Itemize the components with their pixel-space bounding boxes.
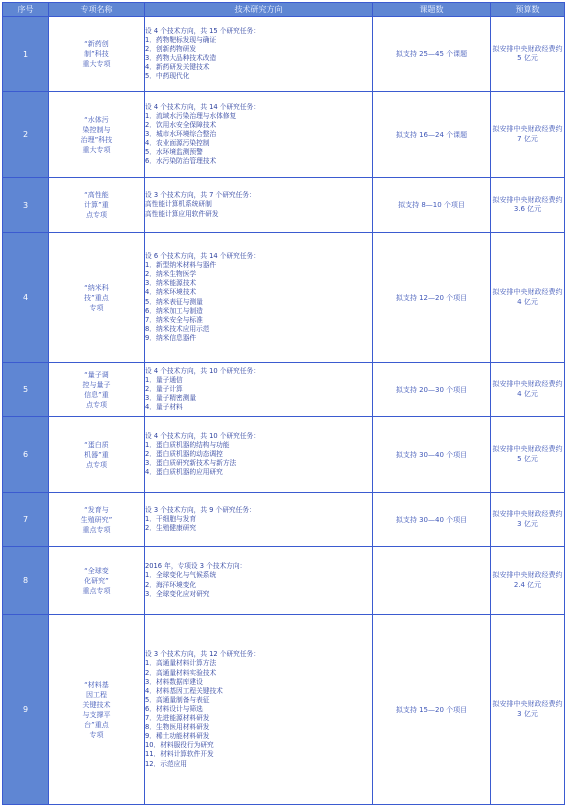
research-direction <box>145 547 373 615</box>
direction-line: 7．先进能源材料研发 <box>145 714 210 723</box>
direction-line: 设 4 个技术方向，共 10 个研究任务： <box>145 431 260 440</box>
research-direction <box>145 417 373 493</box>
table-row <box>3 615 565 805</box>
direction-line: 1．高通量材料计算方法 <box>145 659 217 668</box>
budget-amount: 拟安排中央财政经费约 3.6 亿元 <box>491 178 565 233</box>
direction-line: 3．纳米能源技术 <box>145 279 197 288</box>
direction-line: 2016 年，专项设 3 个技术方向： <box>145 562 247 571</box>
direction-line: 10．材料服役行为研究 <box>145 741 214 750</box>
direction-line: 6．纳米加工与制造 <box>145 306 203 315</box>
direction-line: 4．蛋白质机器的应用研究 <box>145 468 223 477</box>
direction-line: 2．纳米生物医学 <box>145 270 197 279</box>
project-name: “高性能 计算”重 点专项 <box>49 178 145 233</box>
table-row <box>3 17 565 92</box>
row-number: 6 <box>3 417 49 493</box>
budget-amount: 拟安排中央财政经费约 2.4 亿元 <box>491 547 565 615</box>
direction-line: 4．纳米环境技术 <box>145 288 197 297</box>
table-row <box>3 178 565 233</box>
topic-count: 拟支持 30—40 个项目 <box>373 493 491 547</box>
table-body <box>3 17 565 805</box>
document-table-frame <box>2 2 564 802</box>
topic-count: 拟支持 8—10 个项目 <box>373 178 491 233</box>
direction-line: 设 4 个技术方向，共 10 个研究任务： <box>145 366 260 375</box>
direction-line: 2．创新药物研发 <box>145 44 197 53</box>
header-name: 专项名称 <box>49 3 145 17</box>
research-direction <box>145 17 373 92</box>
topic-count: 拟支持 16—24 个课题 <box>373 92 491 178</box>
direction-line: 5．中药现代化 <box>145 72 190 81</box>
direction-line: 11．材料计算软件开发 <box>145 750 214 759</box>
direction-line: 3．量子精密测量 <box>145 394 197 403</box>
project-name: “蛋白质 机器”重 点专项 <box>49 417 145 493</box>
project-table <box>2 2 565 805</box>
header-no: 序号 <box>3 3 49 17</box>
table-row <box>3 92 565 178</box>
direction-line: 1．流域水污染治理与水体修复 <box>145 111 237 120</box>
research-direction <box>145 92 373 178</box>
budget-amount: 拟安排中央财政经费约 7 亿元 <box>491 92 565 178</box>
budget-amount: 拟安排中央财政经费约 3 亿元 <box>491 493 565 547</box>
direction-line: 设 3 个技术方向，共 9 个研究任务： <box>145 505 256 514</box>
table-row <box>3 493 565 547</box>
table-row <box>3 547 565 615</box>
direction-line: 1．药物靶标发现与确证 <box>145 35 217 44</box>
direction-line: 高性能计算应用软件研发 <box>145 209 219 218</box>
direction-line: 4．农业面源污染控制 <box>145 139 210 148</box>
direction-line: 6．材料设计与筛选 <box>145 704 203 713</box>
row-number: 8 <box>3 547 49 615</box>
budget-amount: 拟安排中央财政经费约 3 亿元 <box>491 615 565 805</box>
direction-line: 3．蛋白质研究新技术与新方法 <box>145 459 237 468</box>
direction-line: 6．水污染防治管理技术 <box>145 157 217 166</box>
direction-line: 1．量子通信 <box>145 375 183 384</box>
direction-line: 4．量子材料 <box>145 403 183 412</box>
direction-line: 4．材料基因工程关键技术 <box>145 686 223 695</box>
direction-line: 5．高通量制备与表征 <box>145 695 210 704</box>
direction-line: 2．蛋白质机器的动态调控 <box>145 449 223 458</box>
direction-line: 8．纳米技术应用示范 <box>145 324 210 333</box>
row-number: 1 <box>3 17 49 92</box>
direction-line: 3．全球变化应对研究 <box>145 589 210 598</box>
direction-line: 1．干细胞与发育 <box>145 514 197 523</box>
research-direction <box>145 363 373 417</box>
row-number: 7 <box>3 493 49 547</box>
direction-line: 设 3 个技术方向，共 12 个研究任务： <box>145 650 260 659</box>
direction-line: 8．生物医用材料研发 <box>145 723 210 732</box>
direction-line: 2．饮用水安全保障技术 <box>145 120 217 129</box>
budget-amount: 拟安排中央财政经费约 5 亿元 <box>491 417 565 493</box>
direction-line: 2．高通量材料实验技术 <box>145 668 217 677</box>
budget-amount: 拟安排中央财政经费约 4 亿元 <box>491 363 565 417</box>
direction-line: 2．生殖健康研究 <box>145 524 197 533</box>
direction-line: 2．量子计算 <box>145 384 183 393</box>
budget-amount: 拟安排中央财政经费约 4 亿元 <box>491 233 565 363</box>
direction-line: 设 3 个技术方向，共 7 个研究任务： <box>145 191 256 200</box>
row-number: 3 <box>3 178 49 233</box>
direction-line: 设 4 个技术方向，共 15 个研究任务： <box>145 26 260 35</box>
direction-line: 9．稀土功能材料研发 <box>145 732 210 741</box>
project-name: “新药创 制”科技 重大专项 <box>49 17 145 92</box>
topic-count <box>373 547 491 615</box>
project-name: “量子调 控与量子 信息”重 点专项 <box>49 363 145 417</box>
topic-count: 拟支持 20—30 个项目 <box>373 363 491 417</box>
project-name: “全球变 化研究” 重点专项 <box>49 547 145 615</box>
direction-line: 设 4 个技术方向，共 14 个研究任务： <box>145 102 260 111</box>
research-direction <box>145 493 373 547</box>
direction-line: 7．纳米安全与标准 <box>145 315 203 324</box>
direction-line: 9．纳米信息器件 <box>145 333 197 342</box>
direction-line: 1．蛋白质机器的结构与功能 <box>145 440 230 449</box>
direction-line: 1．全球变化与气候系统 <box>145 571 217 580</box>
direction-line: 5．纳米表征与测量 <box>145 297 203 306</box>
table-row <box>3 363 565 417</box>
research-direction <box>145 178 373 233</box>
header-count: 课题数 <box>373 3 491 17</box>
header-budget: 预算数 <box>491 3 565 17</box>
topic-count: 拟支持 15—20 个项目 <box>373 615 491 805</box>
table-row <box>3 417 565 493</box>
table-header <box>3 3 565 17</box>
direction-line: 5．水环境监测预警 <box>145 148 203 157</box>
direction-line: 12．示范应用 <box>145 759 187 768</box>
row-number: 9 <box>3 615 49 805</box>
row-number: 2 <box>3 92 49 178</box>
topic-count: 拟支持 25—45 个课题 <box>373 17 491 92</box>
table-row <box>3 233 565 363</box>
header-row <box>3 3 565 17</box>
research-direction <box>145 615 373 805</box>
direction-line: 3．药物大品种技术改造 <box>145 54 217 62</box>
project-name: “发育与 生殖研究” 重点专项 <box>49 493 145 547</box>
row-number: 4 <box>3 233 49 363</box>
research-direction <box>145 233 373 363</box>
direction-line: 高性能计算机系统研制 <box>145 200 212 209</box>
row-number: 5 <box>3 363 49 417</box>
direction-line: 3．材料数据库建设 <box>145 677 203 686</box>
direction-line: 1．新型纳米材料与器件 <box>145 261 217 270</box>
header-direction: 技术研究方向 <box>145 3 373 17</box>
project-name: “材料基 因工程 关键技术 与支撑平 台”重点 专项 <box>49 615 145 805</box>
topic-count: 拟支持 30—40 个项目 <box>373 417 491 493</box>
direction-line: 2．海洋环境变化 <box>145 580 197 589</box>
budget-amount: 拟安排中央财政经费约 5 亿元 <box>491 17 565 92</box>
direction-line: 4．新药研发关键技术 <box>145 63 210 72</box>
topic-count: 拟支持 12—20 个项目 <box>373 233 491 363</box>
project-name: “水体污 染控制与 治理”科技 重大专项 <box>49 92 145 178</box>
project-name: “纳米科 技”重点 专项 <box>49 233 145 363</box>
direction-line: 3．城市水环境综合整治 <box>145 129 217 138</box>
direction-line: 设 6 个技术方向，共 14 个研究任务： <box>145 252 260 261</box>
